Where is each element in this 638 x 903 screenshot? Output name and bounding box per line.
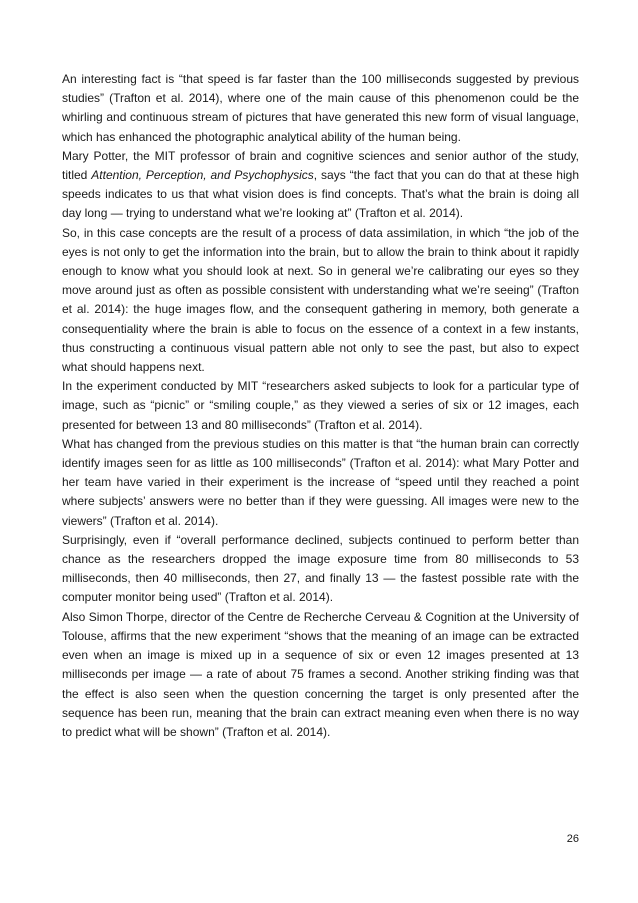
paragraph-speed-fact: An interesting fact is “that speed is far faster than the 100 milliseconds suggested by previous studies” (Trafton et al. 2014), where one of the main cause of this phenomenon could be the whirling and continuous stream of pictures that have generated this new form of visual language, which has enhanced the photographic analytical ability of the human being.	[62, 72, 579, 144]
paragraph-experiment: In the experiment conducted by MIT “researchers asked subjects to look for a particular type of image, such as “picnic” or “smiling couple,” as they viewed a series of six or 12 images, each presented for between 13 and 80 milliseconds” (Trafton et al. 2014).	[62, 379, 579, 432]
paragraph-simon-thorpe: Also Simon Thorpe, director of the Centre de Recherche Cerveau & Cognition at the University of Tolouse, affirms that the new experiment “shows that the meaning of an image can be extracted even when an image is mixed up in a sequence of six or even 12 images presented at 13 milliseconds per image — a rate of about 75 frames a second. Another striking finding was that the effect is also seen when the question concerning the target is only presented after the sequence has been run, meaning that the brain can extract meaning even when there is no way to predict what will be shown” (Trafton et al. 2014).	[62, 609, 579, 739]
paragraph-surprisingly: Surprisingly, even if “overall performance declined, subjects continued to perform better than chance as the researchers dropped the image exposure time from 80 milliseconds to 53 milliseconds, then 40 milliseconds, then 27, and finally 13 — the fastest possible rate with the computer monitor being used” (Trafton et al. 2014).	[62, 532, 579, 605]
paragraph-concepts: So, in this case concepts are the result of a process of data assimilation, in which “the job of the eyes is not only to get the information into the brain, but to allow the brain to think about it rapidly enough to know what you should look at next. So in general we’re calibrating our eyes so they move around just as often as possible consistent with understanding what we’re seeing” (Trafton et al. 2014): the huge images flow, and the consequent gathering in memory, both generate a consequentiality where the brain is able to focus on the essence of a context in a few instants, thus constructing a continuous visual pattern able not only to see the past, but also to expect what should happens next.	[62, 225, 579, 375]
paragraph-mary-potter	[62, 147, 579, 224]
paragraph-mary-potter-after: , says “the fact that you can do that at these high speeds indicates to us that what vision does is find concepts. That’s what the brain is doing all day long — trying to understand what we’re looking at” (Trafton et al. 2014).	[62, 168, 579, 221]
study-title: Attention, Perception, and Psychophysics	[91, 168, 314, 183]
page-number: 26	[566, 833, 579, 845]
paragraph-what-changed: What has changed from the previous studies on this matter is that “the human brain can correctly identify images seen for as little as 100 milliseconds” (Trafton et al. 2014): what Mary Potter and her team have varied in their experiment is the increase of “speed until they reached a point where subjects’ answers were no better than if they were guessing. All images were new to the viewers” (Trafton et al. 2014).	[62, 436, 579, 528]
page-body	[62, 70, 579, 742]
paragraph-mary-potter-before: Mary Potter, the MIT professor of brain and cognitive sciences and senior author of the study, titled	[62, 148, 579, 183]
